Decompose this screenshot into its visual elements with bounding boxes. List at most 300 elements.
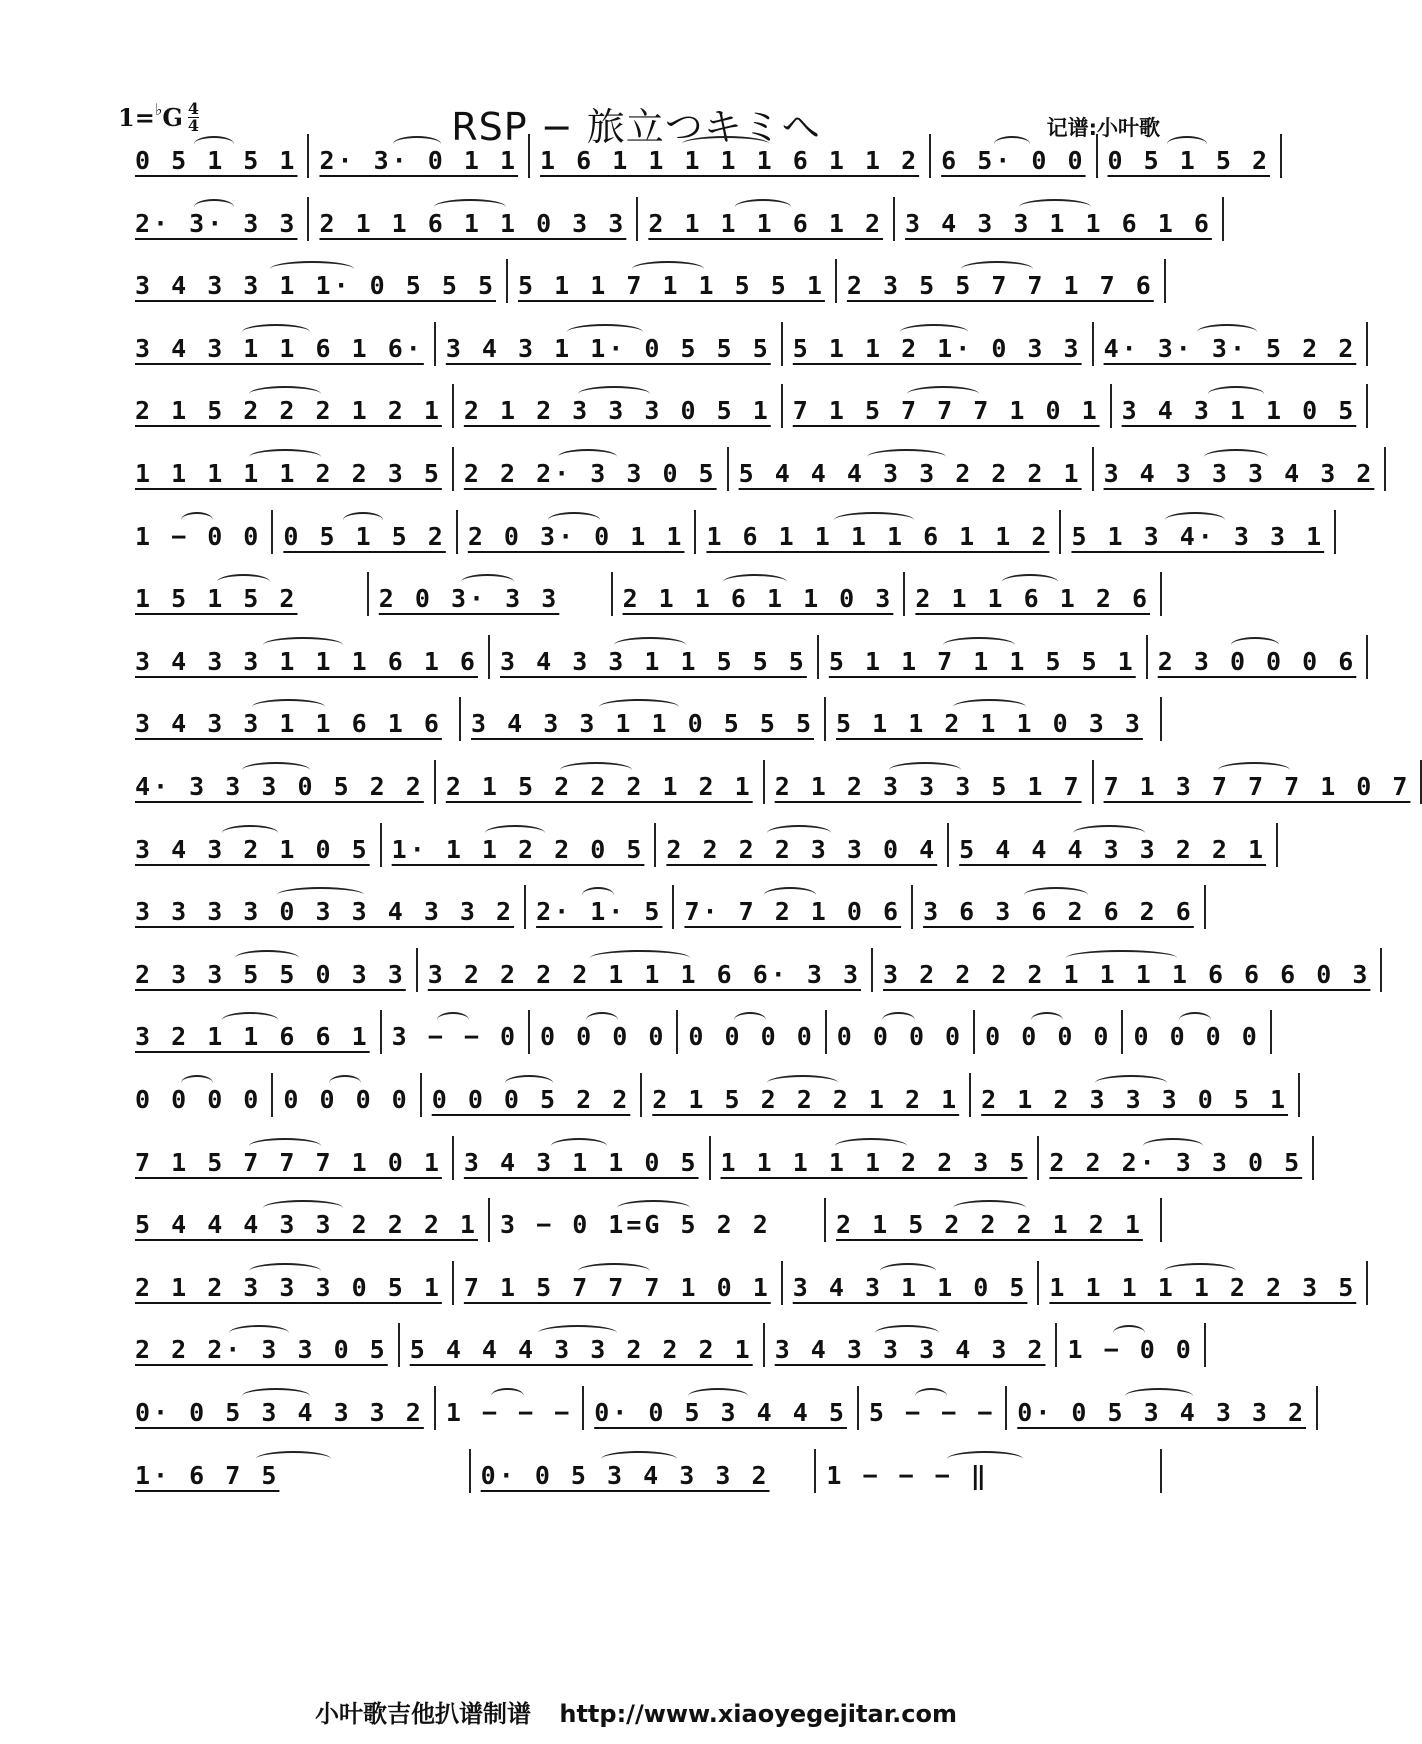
measure-notes: 2 0 3· 0 1 1 xyxy=(467,521,685,551)
measure xyxy=(1098,134,1282,178)
notation-line xyxy=(125,1073,1289,1117)
notation-line xyxy=(125,697,1162,741)
notation-line xyxy=(125,760,1411,804)
slur-mark xyxy=(586,1012,618,1028)
measure-notes: 5 1 1 2 1· 0 3 3 xyxy=(792,333,1082,363)
slur-mark xyxy=(915,1388,947,1404)
measure xyxy=(765,760,1094,804)
measure xyxy=(125,322,436,366)
measure-notes: 5 4 4 4 3 3 2 2 2 1 xyxy=(409,1335,753,1365)
slur-mark xyxy=(688,1388,748,1404)
measure-notes: 0 5 1 5 2 xyxy=(1107,146,1271,175)
measure xyxy=(125,1136,454,1180)
slur-mark xyxy=(393,136,441,152)
measure-notes: 1 − 0 0 xyxy=(135,521,262,551)
measure xyxy=(816,1449,1162,1493)
measure xyxy=(656,823,949,867)
measure xyxy=(783,322,1094,366)
slur-mark xyxy=(222,1012,278,1028)
measure-notes: 3 4 3 3 3 4 3 2 xyxy=(1103,459,1375,488)
measure xyxy=(975,1010,1123,1054)
measure xyxy=(1057,1323,1205,1367)
measure xyxy=(638,197,895,241)
measure-notes: 2 1 1 6 1 1 0 3 3 xyxy=(319,208,627,238)
measure xyxy=(309,197,638,241)
slur-mark xyxy=(1073,825,1145,841)
measure xyxy=(508,259,837,303)
measure xyxy=(613,572,906,616)
measure-notes: 0 0 0 0 xyxy=(836,1022,964,1052)
measure-notes: 2· 1· 5 xyxy=(536,897,663,927)
measure xyxy=(273,510,457,554)
slur-mark xyxy=(723,574,787,590)
slur-mark xyxy=(538,1325,618,1341)
measure xyxy=(1148,635,1369,679)
measure-notes: 2 1 1 1 6 1 2 xyxy=(648,208,884,238)
measure xyxy=(859,1386,1007,1430)
slur-mark xyxy=(1197,324,1257,340)
measure-notes: 3 − 0 1=G 5 2 2 xyxy=(499,1210,771,1240)
measure-notes: 0 0 0 0 xyxy=(283,1085,410,1114)
slur-mark xyxy=(548,512,600,528)
measure xyxy=(696,510,1061,554)
measure xyxy=(674,885,913,929)
key-prefix: 1= xyxy=(118,102,155,132)
measure-notes: 7· 7 2 1 0 6 xyxy=(684,897,902,927)
measure xyxy=(819,635,1148,679)
slur-mark xyxy=(599,699,679,715)
measure xyxy=(765,1323,1058,1367)
notation-line xyxy=(125,635,1357,679)
measure-notes: 3 3 3 3 0 3 3 4 3 3 2 xyxy=(135,897,515,927)
slur-mark xyxy=(242,324,310,340)
measure xyxy=(461,697,826,741)
measure-notes: 5 1 1 2 1 1 0 3 3 xyxy=(836,709,1143,739)
measure xyxy=(826,697,1162,741)
time-bottom: 4 xyxy=(187,115,199,135)
measure-notes: 2 3 0 0 0 6 xyxy=(1157,646,1357,676)
measure-notes: 3 4 3 2 1 0 5 xyxy=(135,834,370,864)
slur-mark xyxy=(558,449,618,465)
measure xyxy=(1094,447,1387,491)
measure-notes: 3 − − 0 xyxy=(391,1022,519,1052)
slur-mark xyxy=(1024,887,1088,903)
slur-mark xyxy=(947,1451,1023,1467)
measure-notes: 2· 3· 0 1 1 xyxy=(319,146,519,175)
measure-notes: 2 3 5 5 7 7 1 7 6 xyxy=(846,271,1154,301)
slur-mark xyxy=(882,1012,914,1028)
measure xyxy=(436,1386,584,1430)
measure-notes: 0 5 1 5 1 xyxy=(135,146,298,175)
slur-mark xyxy=(907,386,979,402)
measure-notes: 2 2 2· 3 3 0 5 xyxy=(463,459,717,488)
measure xyxy=(1007,1386,1318,1430)
measure xyxy=(369,572,613,616)
measure xyxy=(454,447,729,491)
slur-mark xyxy=(1113,1325,1145,1341)
notation-line xyxy=(125,447,1375,491)
transcriber-credit: 记谱:小叶歌 xyxy=(1046,116,1160,140)
measure xyxy=(729,447,1094,491)
measure-notes: 3 4 3 3 1 1· 0 5 5 5 xyxy=(135,271,497,301)
slur-mark xyxy=(270,261,354,277)
measure-notes: 1 6 1 1 1 1 6 1 1 2 xyxy=(706,521,1050,551)
measure-notes: 5 − − − xyxy=(868,1398,996,1427)
slur-mark xyxy=(601,1451,677,1467)
slur-mark xyxy=(229,1325,289,1341)
measure xyxy=(827,1010,975,1054)
notation-line xyxy=(125,134,1271,178)
measure xyxy=(783,1261,1040,1305)
measure-notes: 3 4 3 3 1 1 6 1 6 xyxy=(135,709,442,739)
measure xyxy=(490,1198,826,1242)
slur-mark xyxy=(590,950,690,966)
notation-line xyxy=(125,1261,1357,1305)
slur-mark xyxy=(277,887,365,903)
measure-notes: 1· 1 1 2 2 0 5 xyxy=(391,834,645,864)
measure xyxy=(1094,760,1422,804)
measure xyxy=(309,134,530,178)
slur-mark xyxy=(578,1263,650,1279)
notation-line xyxy=(125,1449,1162,1493)
notation-line xyxy=(125,948,1371,992)
slur-mark xyxy=(505,1075,553,1091)
measure-notes: 2 1 1 6 1 2 6 xyxy=(915,584,1151,614)
measure xyxy=(1039,1261,1368,1305)
measure xyxy=(826,1198,1162,1242)
measure xyxy=(273,1073,421,1117)
slur-mark xyxy=(835,1138,907,1154)
measure xyxy=(1061,510,1336,554)
slur-mark xyxy=(1066,950,1178,966)
measure xyxy=(125,823,382,867)
measure-notes: 3 4 3 3 1 1 0 5 5 5 xyxy=(471,709,814,739)
slur-mark xyxy=(961,261,1033,277)
measure xyxy=(125,885,526,929)
notation-line xyxy=(125,1010,1260,1054)
measure xyxy=(125,572,369,616)
slur-mark xyxy=(194,136,234,152)
measure xyxy=(125,1386,436,1430)
slur-mark xyxy=(889,762,961,778)
measure xyxy=(436,322,783,366)
measure-notes: 2 1 1 6 1 1 0 3 xyxy=(622,584,894,614)
time-top: 4 xyxy=(187,98,199,118)
measure xyxy=(1123,1010,1271,1054)
measure xyxy=(125,948,418,992)
slur-mark xyxy=(181,512,213,528)
measure xyxy=(678,1010,826,1054)
measure xyxy=(418,948,873,992)
slur-mark xyxy=(485,825,545,841)
flat-symbol: ♭ xyxy=(154,99,163,119)
slur-mark xyxy=(263,637,343,653)
measure-notes: 5 4 4 4 3 3 2 2 2 1 xyxy=(738,459,1082,488)
slur-mark xyxy=(734,1012,766,1028)
slur-mark xyxy=(682,136,770,152)
footer-label: 小叶歌吉他扒谱制谱 xyxy=(315,1700,532,1728)
measure-notes: 3 4 3 3 1 1 6 1 6 xyxy=(905,208,1212,238)
measure xyxy=(125,447,454,491)
slur-mark xyxy=(343,512,383,528)
notation-line xyxy=(125,1323,1194,1367)
measure xyxy=(400,1323,765,1367)
measure-notes: 1 1 1 1 1 2 2 3 5 xyxy=(1049,1272,1357,1302)
measure-notes: 2 1 2 3 3 3 0 5 1 xyxy=(135,1272,442,1302)
measure xyxy=(837,259,1166,303)
measure-notes: 3 2 2 2 2 1 1 1 1 6 6 6 0 3 xyxy=(883,959,1371,989)
slur-mark xyxy=(249,1138,321,1154)
measure xyxy=(895,197,1224,241)
measure-notes: 6 5· 0 0 xyxy=(941,146,1086,175)
slur-mark xyxy=(1002,574,1058,590)
notation-line xyxy=(125,197,1212,241)
measure xyxy=(530,134,931,178)
measure-notes: 3 4 3 3 3 4 3 2 xyxy=(774,1335,1046,1365)
slur-mark xyxy=(900,324,968,340)
measure-notes: 2 1 5 2 2 2 1 2 1 xyxy=(836,1210,1143,1240)
measure xyxy=(382,1010,530,1054)
slur-mark xyxy=(434,199,506,215)
measure xyxy=(125,1198,490,1242)
slur-mark xyxy=(249,1263,321,1279)
measure xyxy=(125,1261,454,1305)
measure xyxy=(125,197,309,241)
measure-notes: 3 2 1 1 6 6 1 xyxy=(135,1022,370,1052)
measure-notes: 3 4 3 3 1 1 5 5 5 xyxy=(499,646,807,676)
measure xyxy=(905,572,1162,616)
slur-mark xyxy=(943,637,1015,653)
slur-mark xyxy=(953,1200,1026,1216)
measure-notes: 3 4 3 1 1 0 5 xyxy=(463,1147,699,1177)
measure-notes: 5 1 1 7 1 1 5 5 1 xyxy=(518,271,825,301)
slur-mark xyxy=(767,825,831,841)
measure-notes: 0 0 0 0 xyxy=(135,1085,262,1114)
measure-notes: 3 4 3 1 1 0 5 xyxy=(1121,396,1357,426)
slur-mark xyxy=(767,1075,839,1091)
measure-notes: 2 1 2 3 3 3 5 1 7 xyxy=(774,772,1082,801)
measure-notes: 0 5 1 5 2 xyxy=(283,521,446,551)
measure-notes: 0· 0 5 3 4 3 3 2 xyxy=(135,1398,424,1427)
measure xyxy=(1094,322,1369,366)
measure-notes: 1 − 0 0 xyxy=(1067,1335,1194,1365)
measure-notes: 3 4 3 3 1 1 1 6 1 6 xyxy=(135,646,478,676)
measure xyxy=(490,635,819,679)
slur-mark xyxy=(437,1012,469,1028)
measure-notes: 2· 3· 3 3 xyxy=(135,208,298,238)
notation-line xyxy=(125,322,1357,366)
slur-mark xyxy=(875,1325,939,1341)
measure-notes: 1 1 1 1 1 2 2 3 5 xyxy=(720,1147,1028,1177)
measure-notes: 2 2 2 2 3 3 0 4 xyxy=(666,834,938,864)
slur-mark xyxy=(764,887,816,903)
measure xyxy=(454,1261,783,1305)
measure xyxy=(454,1136,711,1180)
measure-notes: 1 5 1 5 2 xyxy=(135,584,298,614)
slur-mark xyxy=(953,699,1026,715)
measure-notes: 1 − − − xyxy=(445,1398,573,1427)
slur-mark xyxy=(329,1075,361,1091)
measure xyxy=(471,1449,817,1493)
measure xyxy=(1112,384,1369,428)
slur-mark xyxy=(1204,449,1268,465)
slur-mark xyxy=(249,449,321,465)
slur-mark xyxy=(461,574,514,590)
slur-mark xyxy=(181,1075,213,1091)
measure xyxy=(530,1010,678,1054)
measure-notes: 2 1 2 3 3 3 0 5 1 xyxy=(463,396,771,426)
measure xyxy=(125,1010,382,1054)
slur-mark xyxy=(578,386,650,402)
measure xyxy=(454,384,783,428)
slur-mark xyxy=(1165,512,1225,528)
notation-line xyxy=(125,259,1162,303)
measure-notes: 0· 0 5 3 4 4 5 xyxy=(594,1398,847,1427)
slur-mark xyxy=(1019,199,1091,215)
notation-line xyxy=(125,510,1325,554)
measure-notes: 2 0 3· 3 3 xyxy=(378,584,560,614)
measure-notes: 3 2 2 2 2 1 1 1 6 6· 3 3 xyxy=(427,959,862,989)
measure xyxy=(125,510,273,554)
measure-notes: 2 1 2 3 3 3 0 5 1 xyxy=(981,1085,1289,1114)
measure-notes: 2 1 5 2 2 2 1 2 1 xyxy=(652,1085,960,1114)
slur-mark xyxy=(1167,136,1207,152)
slur-mark xyxy=(1031,1012,1063,1028)
measure-notes: 0 0 0 0 xyxy=(1133,1022,1260,1052)
measure xyxy=(125,635,490,679)
measure-notes: 1 − − − ‖ xyxy=(826,1460,989,1490)
slur-mark xyxy=(256,1451,332,1467)
slur-mark xyxy=(222,825,278,841)
slur-mark xyxy=(1218,762,1290,778)
measure xyxy=(931,134,1097,178)
slur-mark xyxy=(1164,1263,1236,1279)
slur-mark xyxy=(235,950,299,966)
slur-mark xyxy=(249,386,321,402)
measure-notes: 0 0 0 5 2 2 xyxy=(431,1085,631,1114)
measure-notes: 7 1 5 7 7 7 1 0 1 xyxy=(792,396,1100,426)
measure-notes: 0· 0 5 3 4 3 3 2 xyxy=(1017,1398,1307,1427)
measure-notes: 5 4 4 4 3 3 2 2 2 1 xyxy=(135,1210,478,1240)
measure-notes: 7 1 5 7 7 7 1 0 1 xyxy=(463,1272,771,1302)
measure xyxy=(458,510,697,554)
measure-notes: 5 1 1 7 1 1 5 5 1 xyxy=(828,646,1136,676)
key-letter: G xyxy=(162,102,183,132)
notation-line xyxy=(125,384,1357,428)
slur-mark xyxy=(1208,386,1264,402)
slur-mark xyxy=(1231,637,1279,653)
measure-notes: 1 1 1 1 1 2 2 3 5 xyxy=(135,459,442,488)
slur-mark xyxy=(735,199,791,215)
slur-mark xyxy=(491,1388,523,1404)
measure-notes: 2 2 2· 3 3 0 5 xyxy=(135,1335,388,1365)
measure-notes: 4· 3· 3· 5 2 2 xyxy=(1103,333,1357,363)
slur-mark xyxy=(1143,1138,1203,1154)
measure xyxy=(125,760,436,804)
measure xyxy=(783,384,1112,428)
measure xyxy=(436,760,765,804)
measure xyxy=(125,1323,400,1367)
slur-mark xyxy=(582,887,614,903)
slur-mark xyxy=(560,762,632,778)
measure xyxy=(125,384,454,428)
slur-mark xyxy=(617,1200,690,1216)
notation-line xyxy=(125,1198,1162,1242)
footer-url[interactable]: http://www.xiaoyegejitar.com xyxy=(559,1700,957,1728)
slur-mark xyxy=(1179,1012,1211,1028)
measure xyxy=(125,1073,273,1117)
slur-mark xyxy=(614,637,686,653)
slur-mark xyxy=(867,449,947,465)
slur-mark xyxy=(567,324,643,340)
measure xyxy=(584,1386,859,1430)
measure xyxy=(125,259,508,303)
measure xyxy=(913,885,1206,929)
slur-mark xyxy=(252,699,325,715)
notation-line xyxy=(125,572,1162,616)
measure xyxy=(382,823,657,867)
footer xyxy=(0,1694,1272,1729)
slur-mark xyxy=(242,762,310,778)
slur-mark xyxy=(632,261,704,277)
slur-mark xyxy=(217,574,270,590)
measure-notes: 1 6 1 1 1 1 1 6 1 1 2 xyxy=(540,146,920,175)
measure xyxy=(971,1073,1300,1117)
song-title: RSP − 旅立つキミへ xyxy=(451,105,821,149)
slur-mark xyxy=(263,1200,343,1216)
measure-notes: 5 4 4 4 3 3 2 2 1 xyxy=(959,834,1267,864)
notation-line xyxy=(125,823,1267,867)
measure xyxy=(642,1073,971,1117)
measure xyxy=(526,885,674,929)
measure-notes: 0 0 0 0 xyxy=(688,1022,815,1052)
measure xyxy=(873,948,1382,992)
measure-notes: 3 4 3 1 1 0 5 xyxy=(792,1272,1028,1302)
notation-line xyxy=(125,1386,1307,1430)
slur-mark xyxy=(1095,1075,1167,1091)
measure-notes: 2 1 5 2 2 2 1 2 1 xyxy=(445,772,753,801)
measure xyxy=(1039,1136,1314,1180)
measure-notes: 0 0 0 0 xyxy=(540,1022,667,1052)
measure-notes: 2 1 5 2 2 2 1 2 1 xyxy=(135,396,442,426)
measure xyxy=(949,823,1278,867)
measure-notes: 2 3 3 5 5 0 3 3 xyxy=(135,959,406,989)
slur-mark xyxy=(1125,1388,1193,1404)
slur-mark xyxy=(242,1388,310,1404)
measure-notes: 2 2 2· 3 3 0 5 xyxy=(1049,1147,1303,1177)
notation-line xyxy=(125,1136,1303,1180)
measure xyxy=(711,1136,1040,1180)
measure-notes: 3 4 3 1 1 6 1 6· xyxy=(135,333,424,363)
measure xyxy=(125,134,309,178)
measure-notes: 3 4 3 1 1· 0 5 5 5 xyxy=(445,333,771,363)
measure-notes: 7 1 5 7 7 7 1 0 1 xyxy=(135,1147,442,1177)
measure-notes: 3 6 3 6 2 6 2 6 xyxy=(923,897,1194,927)
measure xyxy=(125,697,461,741)
measure xyxy=(422,1073,643,1117)
slur-mark xyxy=(994,136,1030,152)
measure-notes: 7 1 3 7 7 7 1 0 7 xyxy=(1103,772,1411,801)
slur-mark xyxy=(834,512,914,528)
measure-notes: 1· 6 7 5 xyxy=(135,1460,280,1490)
measure-notes: 4· 3 3 3 0 5 2 2 xyxy=(135,772,424,801)
measure-notes: 5 1 3 4· 3 3 1 xyxy=(1071,521,1325,551)
notation-line xyxy=(125,885,1194,929)
slur-mark xyxy=(880,1263,936,1279)
measure xyxy=(125,1449,471,1493)
slur-mark xyxy=(194,199,234,215)
measure-notes: 0 0 0 0 xyxy=(985,1022,1112,1052)
